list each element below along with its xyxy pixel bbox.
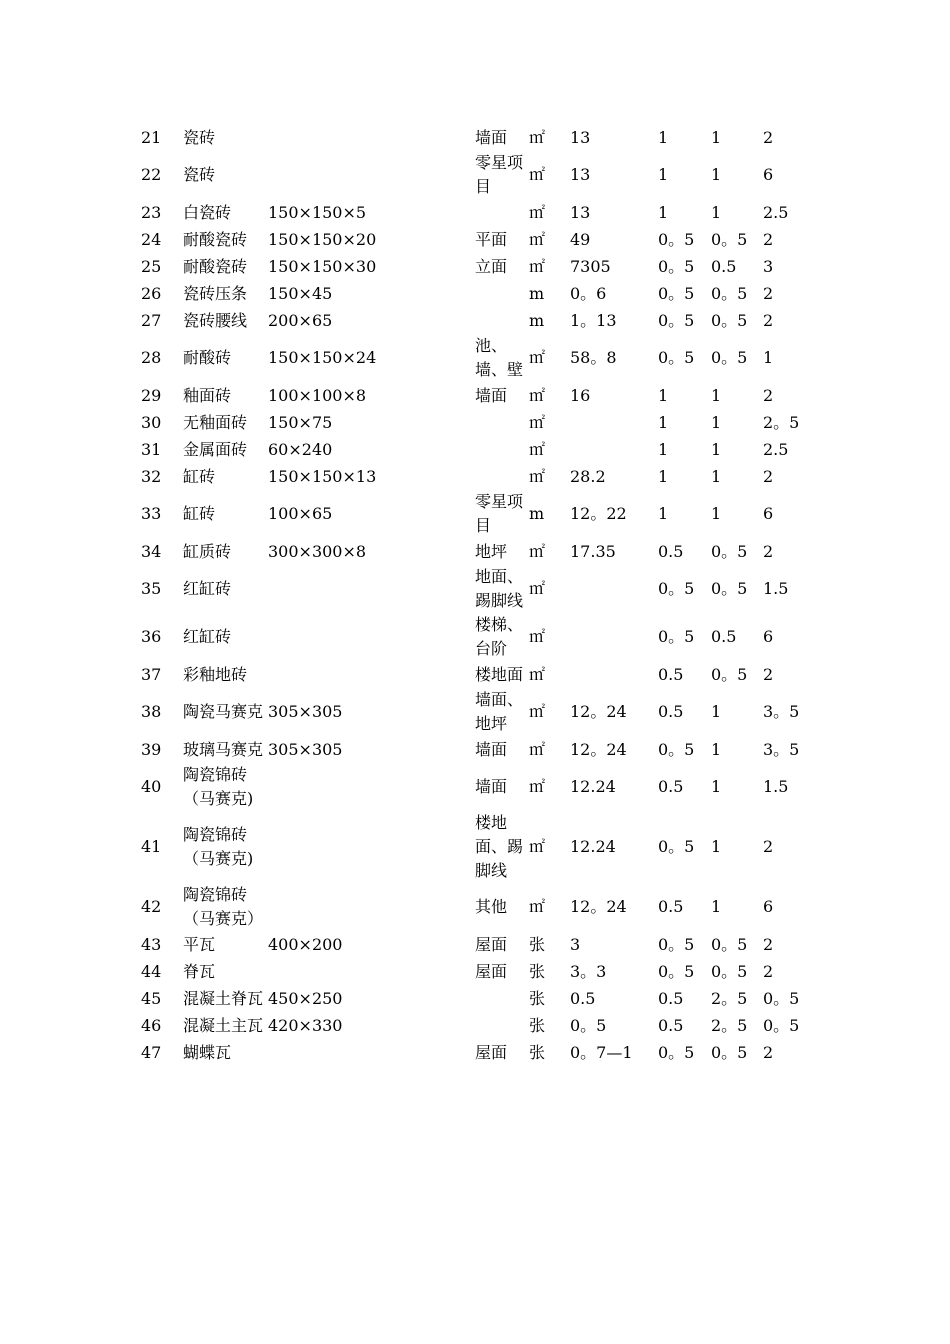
loss-rate-c-cell: 2 — [763, 283, 774, 303]
material-name-cell: 脊瓦 — [183, 961, 216, 981]
material-name-cell: 玻璃马赛克 — [183, 739, 264, 759]
usage-location-cell — [475, 409, 529, 436]
loss-rate-a-cell: 1 — [658, 127, 669, 147]
row-number-cell: 21 — [141, 127, 162, 147]
table-row — [135, 811, 823, 883]
material-name-cell: 陶瓷锦砖（马赛克) — [183, 765, 254, 808]
table-row — [135, 883, 823, 931]
table-row — [135, 307, 823, 334]
loss-rate-c-cell: 1.5 — [763, 777, 789, 796]
usage-location-cell: 楼地面 — [475, 664, 524, 684]
material-name-cell: 缸砖 — [183, 504, 216, 523]
row-number-cell: 45 — [141, 988, 162, 1008]
usage-location-cell: 地坪 — [475, 541, 508, 561]
unit-quantity-cell: 1。13 — [570, 310, 617, 330]
loss-rate-c-cell: 3。5 — [763, 739, 800, 759]
specification-cell — [268, 883, 475, 931]
loss-rate-c-cell: 2 — [763, 127, 774, 147]
loss-rate-a-cell: 0。5 — [658, 256, 695, 276]
row-number-cell: 43 — [141, 934, 162, 954]
specification-cell: 200×65 — [268, 310, 333, 330]
loss-rate-b-cell: 0。5 — [711, 229, 748, 249]
table-row — [135, 763, 823, 811]
specification-cell: 450×250 — [268, 988, 343, 1008]
unit-cell: ㎡ — [529, 256, 546, 276]
usage-location-cell — [475, 985, 529, 1012]
specification-cell: 305×305 — [268, 702, 343, 721]
usage-location-cell: 其他 — [475, 897, 508, 916]
loss-rate-c-cell: 0。5 — [763, 1015, 800, 1035]
table-row — [135, 688, 823, 736]
loss-rate-b-cell: 1 — [711, 412, 722, 432]
unit-quantity-cell: 12。24 — [570, 702, 627, 721]
row-number-cell: 31 — [141, 439, 162, 459]
specification-cell — [268, 763, 475, 811]
loss-rate-c-cell: 6 — [763, 897, 774, 916]
unit-cell: ㎡ — [529, 739, 546, 759]
unit-cell: ㎡ — [529, 439, 546, 459]
unit-cell: ㎡ — [529, 837, 546, 856]
row-number-cell: 33 — [141, 504, 162, 523]
row-number-cell: 47 — [141, 1042, 162, 1062]
loss-rate-a-cell: 1 — [658, 385, 669, 405]
usage-location-cell: 墙面 — [475, 777, 508, 796]
table-row — [135, 334, 823, 382]
material-name-cell: 平瓦 — [183, 934, 216, 954]
unit-quantity-cell — [570, 436, 658, 463]
specification-cell — [268, 124, 475, 151]
specification-cell — [268, 565, 475, 613]
unit-quantity-cell: 28.2 — [570, 466, 606, 486]
loss-rate-a-cell: 1 — [658, 202, 669, 222]
loss-rate-c-cell: 2 — [763, 466, 774, 486]
specification-cell: 150×45 — [268, 283, 333, 303]
usage-location-cell: 墙面 — [475, 127, 508, 147]
loss-rate-b-cell: 0.5 — [711, 627, 737, 646]
unit-cell: 张 — [529, 1015, 546, 1035]
loss-rate-b-cell: 1 — [711, 165, 722, 184]
table-body — [135, 124, 823, 1066]
unit-quantity-cell: 3。3 — [570, 961, 607, 981]
row-number-cell: 25 — [141, 256, 162, 276]
loss-rate-b-cell: 0.5 — [711, 256, 737, 276]
material-name-cell: 陶瓷马赛克 — [183, 702, 264, 721]
loss-rate-a-cell: 1 — [658, 466, 669, 486]
row-number-cell: 34 — [141, 541, 162, 561]
usage-location-cell — [475, 1012, 529, 1039]
unit-quantity-cell: 58。8 — [570, 348, 617, 367]
row-number-cell: 42 — [141, 897, 162, 916]
unit-quantity-cell: 12.24 — [570, 837, 616, 856]
specification-cell — [268, 958, 475, 985]
specification-cell: 150×150×20 — [268, 229, 377, 249]
material-name-cell: 耐酸瓷砖 — [183, 229, 248, 249]
unit-cell: ㎡ — [529, 541, 546, 561]
table-row — [135, 1039, 823, 1066]
loss-rate-b-cell: 1 — [711, 466, 722, 486]
unit-cell: ㎡ — [529, 466, 546, 486]
unit-cell: m — [529, 283, 545, 303]
material-name-cell: 陶瓷锦砖（马赛克) — [183, 825, 254, 868]
loss-rate-c-cell: 6 — [763, 627, 774, 646]
row-number-cell: 30 — [141, 412, 162, 432]
specification-cell: 150×150×13 — [268, 466, 377, 486]
specification-cell: 305×305 — [268, 739, 343, 759]
material-name-cell: 釉面砖 — [183, 385, 232, 405]
material-name-cell: 白瓷砖 — [183, 202, 232, 222]
unit-quantity-cell — [570, 613, 658, 661]
table-row — [135, 280, 823, 307]
loss-rate-c-cell: 2 — [763, 837, 774, 856]
loss-rate-b-cell: 1 — [711, 127, 722, 147]
material-name-cell: 瓷砖 — [183, 165, 216, 184]
unit-quantity-cell: 16 — [570, 385, 591, 405]
specification-cell — [268, 811, 475, 883]
unit-quantity-cell — [570, 565, 658, 613]
unit-cell: 张 — [529, 961, 546, 981]
loss-rate-c-cell: 2.5 — [763, 202, 789, 222]
unit-cell: ㎡ — [529, 229, 546, 249]
loss-rate-b-cell: 2。5 — [711, 1015, 748, 1035]
loss-rate-c-cell: 0。5 — [763, 988, 800, 1008]
loss-rate-a-cell: 0。5 — [658, 961, 695, 981]
material-name-cell: 蝴蝶瓦 — [183, 1042, 232, 1062]
material-name-cell: 瓷砖腰线 — [183, 310, 248, 330]
material-name-cell: 缸质砖 — [183, 541, 232, 561]
loss-rate-a-cell: 0。5 — [658, 229, 695, 249]
unit-quantity-cell: 12。24 — [570, 897, 627, 916]
material-name-cell: 瓷砖压条 — [183, 283, 248, 303]
table-row — [135, 985, 823, 1012]
unit-quantity-cell: 3 — [570, 934, 581, 954]
unit-quantity-cell: 7305 — [570, 256, 611, 276]
material-name-cell: 红缸砖 — [183, 579, 232, 598]
loss-rate-b-cell: 1 — [711, 739, 722, 759]
table-row — [135, 661, 823, 688]
material-name-cell: 缸砖 — [183, 466, 216, 486]
table-row — [135, 538, 823, 565]
usage-location-cell: 楼地面、踢脚线 — [475, 813, 524, 880]
loss-rate-a-cell: 0.5 — [658, 664, 684, 684]
loss-rate-b-cell: 1 — [711, 702, 722, 721]
table-row — [135, 463, 823, 490]
specification-cell: 150×75 — [268, 412, 333, 432]
unit-quantity-cell: 0。6 — [570, 283, 607, 303]
table-row — [135, 124, 823, 151]
row-number-cell: 37 — [141, 664, 162, 684]
table-row — [135, 253, 823, 280]
material-name-cell: 无釉面砖 — [183, 412, 248, 432]
unit-cell: 张 — [529, 934, 546, 954]
specification-cell: 60×240 — [268, 439, 333, 459]
material-name-cell: 彩釉地砖 — [183, 664, 248, 684]
unit-cell: ㎡ — [529, 777, 546, 796]
material-name-cell: 陶瓷锦砖（马赛克） — [183, 885, 264, 928]
usage-location-cell: 立面 — [475, 256, 508, 276]
loss-rate-a-cell: 0。5 — [658, 627, 695, 646]
specification-cell: 400×200 — [268, 934, 343, 954]
unit-cell: ㎡ — [529, 664, 546, 684]
row-number-cell: 38 — [141, 702, 162, 721]
row-number-cell: 28 — [141, 348, 162, 367]
loss-rate-a-cell: 0.5 — [658, 777, 684, 796]
unit-cell: 张 — [529, 1042, 546, 1062]
loss-rate-b-cell: 0。5 — [711, 961, 748, 981]
loss-rate-a-cell: 1 — [658, 504, 669, 523]
loss-rate-b-cell: 0。5 — [711, 348, 748, 367]
unit-quantity-cell — [570, 661, 658, 688]
row-number-cell: 26 — [141, 283, 162, 303]
loss-rate-a-cell: 0.5 — [658, 541, 684, 561]
loss-rate-a-cell: 0。5 — [658, 579, 695, 598]
loss-rate-c-cell: 2 — [763, 541, 774, 561]
specification-cell: 100×100×8 — [268, 385, 367, 405]
usage-location-cell: 地面、踢脚线 — [475, 567, 524, 610]
loss-rate-a-cell: 0。5 — [658, 348, 695, 367]
material-name-cell: 金属面砖 — [183, 439, 248, 459]
loss-rate-b-cell: 1 — [711, 897, 722, 916]
unit-cell: ㎡ — [529, 702, 546, 721]
usage-location-cell — [475, 463, 529, 490]
loss-rate-a-cell: 0。5 — [658, 283, 695, 303]
unit-quantity-cell: 0。5 — [570, 1015, 607, 1035]
usage-location-cell — [475, 436, 529, 463]
table-row — [135, 736, 823, 763]
usage-location-cell: 屋面 — [475, 1042, 508, 1062]
specification-cell — [268, 1039, 475, 1066]
loss-rate-a-cell: 0.5 — [658, 1015, 684, 1035]
loss-rate-c-cell: 2 — [763, 664, 774, 684]
loss-rate-c-cell: 1 — [763, 348, 774, 367]
specification-cell: 150×150×24 — [268, 348, 377, 367]
loss-rate-a-cell: 0。5 — [658, 837, 695, 856]
loss-rate-c-cell: 2 — [763, 934, 774, 954]
loss-rate-a-cell: 0。5 — [658, 1042, 695, 1062]
row-number-cell: 46 — [141, 1015, 162, 1035]
usage-location-cell — [475, 307, 529, 334]
loss-rate-b-cell: 1 — [711, 837, 722, 856]
unit-cell: m — [529, 504, 545, 523]
loss-rate-a-cell: 0。5 — [658, 934, 695, 954]
loss-rate-c-cell: 2.5 — [763, 439, 789, 459]
unit-quantity-cell: 12。24 — [570, 739, 627, 759]
table-row — [135, 382, 823, 409]
loss-rate-b-cell: 0。5 — [711, 283, 748, 303]
table-row — [135, 436, 823, 463]
usage-location-cell: 屋面 — [475, 934, 508, 954]
unit-cell: ㎡ — [529, 627, 546, 646]
unit-cell: ㎡ — [529, 202, 546, 222]
row-number-cell: 36 — [141, 627, 162, 646]
row-number-cell: 41 — [141, 837, 162, 856]
row-number-cell: 27 — [141, 310, 162, 330]
loss-rate-c-cell: 2 — [763, 229, 774, 249]
unit-cell: m — [529, 310, 545, 330]
loss-rate-a-cell: 0。5 — [658, 310, 695, 330]
material-name-cell: 耐酸砖 — [183, 348, 232, 367]
loss-rate-c-cell: 2 — [763, 310, 774, 330]
unit-quantity-cell: 12.24 — [570, 777, 616, 796]
loss-rate-b-cell: 0。5 — [711, 1042, 748, 1062]
unit-quantity-cell — [570, 409, 658, 436]
unit-cell: ㎡ — [529, 412, 546, 432]
table-row — [135, 409, 823, 436]
usage-location-cell: 墙面、地坪 — [475, 690, 524, 733]
loss-rate-a-cell: 1 — [658, 165, 669, 184]
usage-location-cell: 墙面 — [475, 739, 508, 759]
specification-cell — [268, 151, 475, 199]
material-name-cell: 红缸砖 — [183, 627, 232, 646]
row-number-cell: 24 — [141, 229, 162, 249]
loss-rate-b-cell: 0。5 — [711, 541, 748, 561]
table-row — [135, 490, 823, 538]
unit-quantity-cell: 0.5 — [570, 988, 596, 1008]
unit-cell: ㎡ — [529, 165, 546, 184]
loss-rate-b-cell: 0。5 — [711, 579, 748, 598]
table-row — [135, 151, 823, 199]
loss-rate-c-cell: 2 — [763, 961, 774, 981]
row-number-cell: 40 — [141, 777, 162, 796]
loss-rate-a-cell: 1 — [658, 439, 669, 459]
loss-rate-a-cell: 0.5 — [658, 702, 684, 721]
specification-cell: 150×150×5 — [268, 202, 367, 222]
usage-location-cell: 屋面 — [475, 961, 508, 981]
usage-location-cell: 墙面 — [475, 385, 508, 405]
loss-rate-b-cell: 1 — [711, 504, 722, 523]
loss-rate-a-cell: 0。5 — [658, 739, 695, 759]
loss-rate-b-cell: 1 — [711, 439, 722, 459]
specification-cell — [268, 661, 475, 688]
row-number-cell: 22 — [141, 165, 162, 184]
specification-cell: 420×330 — [268, 1015, 343, 1035]
unit-cell: ㎡ — [529, 897, 546, 916]
usage-location-cell: 池、墙、壁 — [475, 336, 524, 379]
unit-quantity-cell: 13 — [570, 202, 591, 222]
loss-rate-c-cell: 2。5 — [763, 412, 800, 432]
material-name-cell: 瓷砖 — [183, 127, 216, 147]
table-row — [135, 931, 823, 958]
unit-cell: ㎡ — [529, 348, 546, 367]
unit-quantity-cell: 12。22 — [570, 504, 627, 523]
unit-quantity-cell: 49 — [570, 229, 591, 249]
unit-quantity-cell: 17.35 — [570, 541, 616, 561]
material-name-cell: 混凝土脊瓦 — [183, 988, 264, 1008]
table-row — [135, 226, 823, 253]
usage-location-cell — [475, 199, 529, 226]
unit-quantity-cell: 13 — [570, 127, 591, 147]
loss-rate-b-cell: 1 — [711, 777, 722, 796]
loss-rate-b-cell: 2。5 — [711, 988, 748, 1008]
row-number-cell: 44 — [141, 961, 162, 981]
material-name-cell: 耐酸瓷砖 — [183, 256, 248, 276]
usage-location-cell: 楼梯、台阶 — [475, 615, 524, 658]
table-row — [135, 565, 823, 613]
row-number-cell: 23 — [141, 202, 162, 222]
loss-rate-c-cell: 6 — [763, 504, 774, 523]
usage-location-cell: 平面 — [475, 229, 508, 249]
specification-cell — [268, 613, 475, 661]
loss-rate-a-cell: 0.5 — [658, 897, 684, 916]
row-number-cell: 29 — [141, 385, 162, 405]
specification-cell: 100×65 — [268, 504, 333, 523]
loss-rate-c-cell: 6 — [763, 165, 774, 184]
usage-location-cell: 零星项目 — [475, 153, 524, 196]
unit-cell: 张 — [529, 988, 546, 1008]
loss-rate-b-cell: 0。5 — [711, 664, 748, 684]
loss-rate-b-cell: 1 — [711, 202, 722, 222]
table-row — [135, 1012, 823, 1039]
table-row — [135, 613, 823, 661]
unit-cell: ㎡ — [529, 579, 546, 598]
table-row — [135, 958, 823, 985]
loss-rate-b-cell: 1 — [711, 385, 722, 405]
row-number-cell: 32 — [141, 466, 162, 486]
usage-location-cell — [475, 280, 529, 307]
table-row — [135, 199, 823, 226]
row-number-cell: 39 — [141, 739, 162, 759]
specification-cell: 300×300×8 — [268, 541, 367, 561]
material-table — [135, 124, 823, 1066]
loss-rate-b-cell: 0。5 — [711, 934, 748, 954]
unit-quantity-cell: 13 — [570, 165, 591, 184]
unit-cell: ㎡ — [529, 385, 546, 405]
loss-rate-c-cell: 1.5 — [763, 579, 789, 598]
specification-cell: 150×150×30 — [268, 256, 377, 276]
usage-location-cell: 零星项目 — [475, 492, 524, 535]
unit-quantity-cell: 0。7—1 — [570, 1042, 633, 1062]
loss-rate-a-cell: 0.5 — [658, 988, 684, 1008]
loss-rate-c-cell: 3 — [763, 256, 774, 276]
loss-rate-c-cell: 3。5 — [763, 702, 800, 721]
loss-rate-c-cell: 2 — [763, 1042, 774, 1062]
loss-rate-a-cell: 1 — [658, 412, 669, 432]
unit-cell: ㎡ — [529, 127, 546, 147]
material-name-cell: 混凝土主瓦 — [183, 1015, 264, 1035]
row-number-cell: 35 — [141, 579, 162, 598]
loss-rate-b-cell: 0。5 — [711, 310, 748, 330]
loss-rate-c-cell: 2 — [763, 385, 774, 405]
